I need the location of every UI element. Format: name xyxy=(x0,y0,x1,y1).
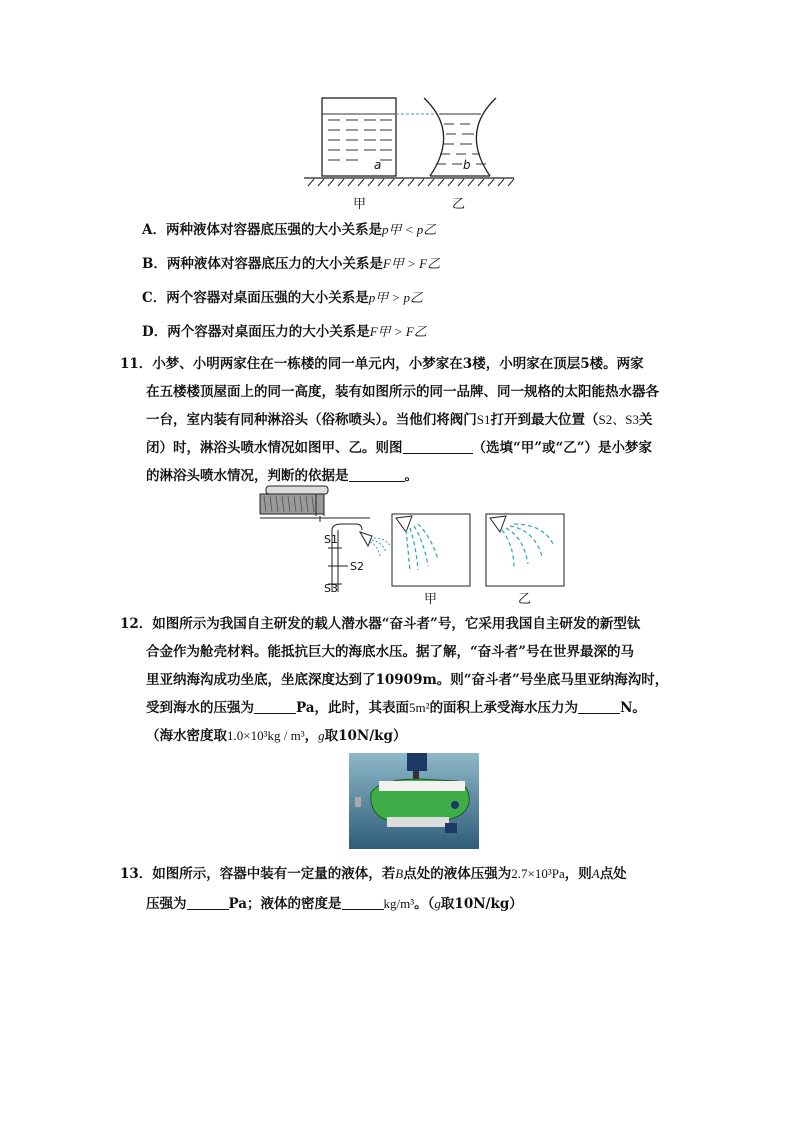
submersible-photo xyxy=(349,753,479,849)
option-a: A．两种液体对容器底压强的大小关系是p甲 < p乙 xyxy=(142,222,437,238)
label-jia-2: 甲 xyxy=(424,592,438,607)
answer-blank[interactable] xyxy=(254,699,296,714)
option-c: C．两个容器对桌面压强的大小关系是p甲 > p乙 xyxy=(142,290,424,306)
q13-line-2: 压强为 Pa；液体的密度是 kg/m³。（g取10N/kg） xyxy=(146,896,523,912)
q12-line-4: 受到海水的压强为 Pa，此时，其表面5m²的面积上承受海水压力为 N。 xyxy=(146,700,646,716)
q12-line-5: （海水密度取1.0×10³kg / m³，g取10N/kg） xyxy=(146,728,407,744)
label-s2: S2 xyxy=(350,560,364,573)
answer-blank[interactable] xyxy=(342,895,384,910)
label-jia: 甲 xyxy=(353,197,367,212)
label-yi: 乙 xyxy=(452,197,466,212)
answer-blank[interactable] xyxy=(187,895,229,910)
q11-line-3: 一台，室内装有同种淋浴头（俗称喷头）。当他们将阀门S1打开到最大位置（S2、S3关 xyxy=(146,412,653,428)
label-s3: S3 xyxy=(324,582,338,595)
q11-line-2: 在五楼楼顶屋面上的同一高度，装有如图所示的同一品牌、同一规格的太阳能热水器各 xyxy=(146,384,659,400)
question-number: 11． xyxy=(120,356,153,372)
q12-line-1: 12．如图所示为我国自主研发的载人潜水器“奋斗者”号，它采用我国自主研发的新型钛 xyxy=(120,616,641,632)
answer-blank[interactable] xyxy=(403,439,473,454)
container-figure xyxy=(300,92,520,192)
label-b: b xyxy=(463,158,471,172)
label-a: a xyxy=(374,158,382,172)
label-yi-2: 乙 xyxy=(518,592,532,607)
option-b: B．两种液体对容器底压力的大小关系是F甲 > F乙 xyxy=(142,256,441,272)
answer-blank[interactable] xyxy=(578,699,620,714)
q11-line-4: 闭）时，淋浴头喷水情况如图甲、乙。则图 （选填“甲”或“乙”）是小梦家 xyxy=(146,440,653,456)
option-d: D．两个容器对桌面压力的大小关系是F甲 > F乙 xyxy=(142,324,427,340)
q11-line-5: 的淋浴头喷水情况，判断的依据是 。 xyxy=(146,468,418,484)
question-number: 13． xyxy=(120,866,153,882)
label-s1: S1 xyxy=(324,533,338,546)
q12-line-3: 里亚纳海沟成功坐底，坐底深度达到了10909m。则“奋斗者”号坐底马里亚纳海沟时， xyxy=(146,672,669,688)
q12-line-2: 合金作为舱壳材料。能抵抗巨大的海底水压。据了解，“奋斗者”号在世界最深的马 xyxy=(146,644,635,660)
q13-line-1: 13．如图所示，容器中装有一定量的液体，若B点处的液体压强为2.7×10³Pa，则A点处 xyxy=(120,866,627,882)
question-number: 12． xyxy=(120,616,153,632)
water-heater-figure xyxy=(252,480,582,605)
q11-line-1: 11．小梦、小明两家住在一栋楼的同一单元内，小梦家在3楼，小明家在顶层5楼。两家 xyxy=(120,356,644,372)
